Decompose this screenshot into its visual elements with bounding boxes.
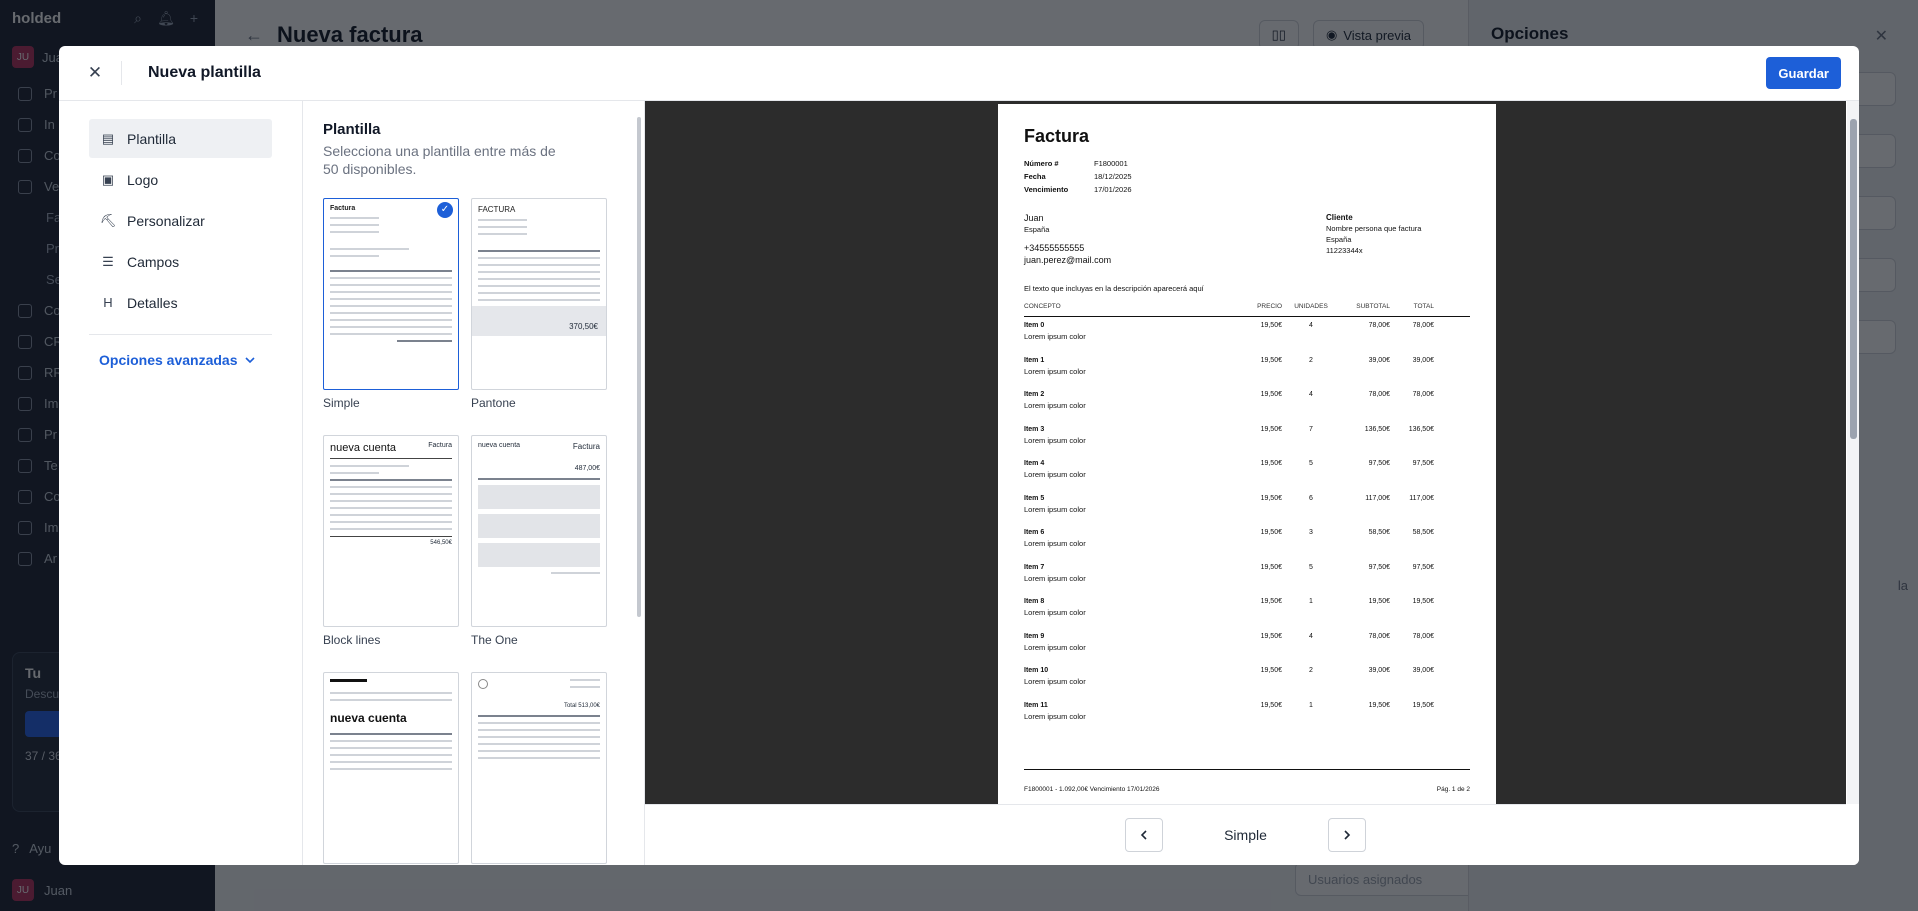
row-total: 58,50€ (1412, 529, 1434, 536)
templates-subtitle: Selecciona una plantilla entre más de 50 disponibles. (323, 143, 556, 177)
template-thumb (323, 435, 459, 627)
row-total: 39,00€ (1412, 356, 1434, 364)
close-icon[interactable]: ✕ (87, 63, 103, 82)
table-row (1024, 662, 1470, 697)
preview-scrollbar[interactable] (1847, 101, 1859, 804)
row-total: 97,50€ (1412, 460, 1434, 467)
item-name: Item 4 (1024, 460, 1045, 467)
row-total: 39,00€ (1412, 667, 1434, 674)
client-block (1326, 212, 1470, 266)
item-desc: Lorem ipsum color (1024, 608, 1086, 617)
item-name: Item 6 (1024, 529, 1045, 536)
thumb-total: 487,00€ (574, 465, 600, 472)
row-price: 19,50€ (1260, 322, 1282, 329)
item-desc: Lorem ipsum color (1024, 470, 1086, 479)
item-desc: Lorem ipsum color (1024, 366, 1086, 376)
template-card-pantone[interactable] (471, 198, 607, 435)
template-card-simple[interactable] (323, 198, 459, 435)
preview-pane (645, 101, 1859, 865)
row-subtotal: 78,00€ (1368, 322, 1390, 329)
sender-email: juan.perez@mail.com (1024, 255, 1112, 265)
row-subtotal: 117,00€ (1365, 494, 1390, 502)
template-name: Block lines (323, 633, 381, 647)
table-body (1024, 317, 1470, 731)
invoice-description: El texto que incluyas en la descripción aparecerá aquí (1024, 284, 1204, 293)
col-concept: CONCEPTO (1024, 303, 1061, 310)
row-total: 97,50€ (1412, 563, 1434, 571)
template-name: Pantone (471, 396, 516, 410)
table-row (1024, 593, 1470, 628)
row-units: 5 (1309, 563, 1313, 571)
row-concept (1024, 391, 1254, 421)
paint-roller-icon: ⛏ (99, 212, 117, 228)
image-icon: ▣ (101, 171, 115, 187)
item-desc: Lorem ipsum color (1024, 401, 1086, 410)
invoice-parties (1024, 212, 1470, 266)
item-name: Item 8 (1024, 598, 1045, 605)
nav-item-logo[interactable] (89, 160, 272, 199)
item-name: Item 0 (1024, 322, 1045, 329)
settings-nav (59, 101, 303, 865)
row-subtotal: 78,00€ (1368, 632, 1390, 640)
col-units: UNIDADES (1294, 303, 1328, 310)
row-subtotal: 39,00€ (1368, 356, 1390, 364)
row-concept (1024, 598, 1254, 628)
template-thumb (471, 672, 607, 864)
row-concept (1024, 495, 1254, 525)
client-country: España (1326, 235, 1352, 244)
row-price: 19,50€ (1260, 563, 1282, 571)
row-concept (1024, 702, 1254, 732)
logo-placeholder-icon (478, 679, 488, 689)
modal-body (59, 101, 1859, 865)
row-units: 4 (1309, 322, 1313, 329)
template-card-6[interactable] (471, 672, 607, 865)
footer-page: Pág. 1 de 2 (1436, 786, 1470, 793)
table-row (1024, 490, 1470, 525)
heading-icon: H (103, 295, 113, 310)
prev-template-button[interactable] (1125, 818, 1163, 852)
nav-item-label: Logo (127, 171, 159, 188)
table-row (1024, 559, 1470, 594)
thumb-title: Factura (330, 205, 356, 212)
row-total: 117,00€ (1409, 494, 1434, 502)
row-total: 78,00€ (1412, 391, 1434, 398)
row-subtotal: 39,00€ (1368, 667, 1390, 674)
row-units: 5 (1309, 460, 1313, 467)
meta-value: 18/12/2025 (1094, 172, 1132, 181)
row-concept (1024, 426, 1254, 456)
advanced-options-label: Opciones avanzadas (99, 352, 238, 368)
chevron-left-icon (1138, 829, 1150, 841)
template-modal (59, 46, 1859, 865)
thumb-total: 370,50€ (472, 306, 606, 336)
item-name: Item 2 (1024, 391, 1045, 398)
nav-item-label: Plantilla (127, 130, 177, 147)
template-thumb (323, 198, 459, 390)
document-icon: ▤ (101, 130, 115, 146)
template-name: Simple (323, 396, 360, 410)
row-concept (1024, 633, 1254, 663)
thumb-title: nueva cuenta (330, 711, 407, 725)
item-desc: Lorem ipsum color (1024, 573, 1086, 583)
item-name: Item 9 (1024, 632, 1045, 640)
row-price: 19,50€ (1260, 391, 1282, 398)
row-price: 19,50€ (1260, 425, 1282, 433)
row-total: 78,00€ (1412, 632, 1434, 640)
nav-divider (89, 334, 272, 335)
row-subtotal: 19,50€ (1368, 701, 1390, 709)
sender-name: Juan (1024, 213, 1044, 223)
row-units: 3 (1309, 529, 1313, 536)
meta-value: F1800001 (1094, 159, 1128, 168)
modal-header (59, 46, 1859, 101)
col-total: TOTAL (1413, 303, 1434, 310)
meta-key: Vencimiento (1024, 185, 1069, 194)
chevron-down-icon (244, 354, 256, 366)
invoice-footer (1024, 769, 1470, 793)
row-price: 19,50€ (1260, 529, 1282, 536)
client-heading: Cliente (1326, 213, 1353, 222)
client-id: 11223344x (1326, 246, 1363, 255)
thumb-total: Total 513,00€ (563, 703, 600, 709)
item-desc: Lorem ipsum color (1024, 332, 1086, 341)
nav-item-label: Personalizar (127, 212, 205, 229)
row-price: 19,50€ (1260, 632, 1282, 640)
sender-block (1024, 212, 1111, 266)
row-total: 136,50€ (1408, 425, 1434, 433)
table-row (1024, 421, 1470, 456)
row-units: 6 (1309, 494, 1313, 502)
row-price: 19,50€ (1260, 701, 1282, 709)
row-units: 2 (1309, 356, 1313, 364)
template-thumb (471, 198, 607, 390)
row-total: 19,50€ (1412, 701, 1434, 709)
row-units: 7 (1309, 425, 1313, 433)
current-template-label: Simple (1224, 827, 1267, 843)
row-subtotal: 58,50€ (1368, 529, 1390, 536)
row-concept (1024, 460, 1254, 490)
save-button[interactable]: Guardar (1766, 57, 1841, 89)
nav-item-personalizar[interactable] (89, 201, 272, 240)
gallery-scrollbar[interactable] (637, 117, 641, 617)
nav-item-label: Detalles (127, 294, 178, 311)
selected-check-icon: ✓ (437, 202, 453, 218)
row-subtotal: 97,50€ (1368, 563, 1390, 571)
modal-title: Nueva plantilla (148, 64, 261, 81)
item-desc: Lorem ipsum color (1024, 435, 1086, 445)
preview-scroll-thumb[interactable] (1850, 119, 1857, 439)
table-row (1024, 386, 1470, 421)
table-row (1024, 697, 1470, 732)
next-template-button[interactable] (1328, 818, 1366, 852)
item-name: Item 7 (1024, 563, 1045, 571)
row-units: 4 (1309, 632, 1313, 640)
row-concept (1024, 564, 1254, 594)
item-name: Item 5 (1024, 494, 1045, 502)
chevron-right-icon (1341, 829, 1353, 841)
table-header (1024, 303, 1470, 317)
sender-phone: +34555555555 (1024, 243, 1085, 253)
thumb-total: 546,50€ (330, 536, 452, 546)
row-price: 19,50€ (1260, 598, 1282, 605)
invoice-title: Factura (1024, 126, 1090, 146)
row-subtotal: 19,50€ (1368, 598, 1390, 605)
thumb-right-title: Factura (572, 442, 600, 451)
row-units: 2 (1309, 667, 1313, 674)
row-concept (1024, 667, 1254, 697)
table-row (1024, 352, 1470, 387)
thumb-title: nueva cuenta (330, 442, 397, 454)
template-grid (323, 198, 644, 865)
table-row (1024, 317, 1470, 352)
table-row (1024, 628, 1470, 663)
table-row (1024, 455, 1470, 490)
row-price: 19,50€ (1260, 356, 1282, 364)
row-total: 78,00€ (1412, 322, 1434, 329)
template-name: The One (471, 633, 518, 647)
list-icon: ☰ (102, 253, 114, 269)
footer-summary: F1800001 - 1.092,00€ Vencimiento 17/01/2026 (1024, 786, 1160, 793)
nav-item-campos[interactable] (89, 242, 272, 281)
item-desc: Lorem ipsum color (1024, 642, 1086, 652)
item-name: Item 1 (1024, 356, 1045, 364)
meta-key: Fecha (1024, 172, 1046, 181)
client-name: Nombre persona que factura (1326, 224, 1422, 233)
row-subtotal: 78,00€ (1368, 391, 1390, 398)
nav-item-plantilla[interactable] (89, 119, 272, 158)
templates-title: Plantilla (323, 121, 381, 138)
row-concept (1024, 357, 1254, 387)
thumb-right-title: Factura (428, 442, 452, 449)
advanced-options-link[interactable] (89, 345, 272, 375)
item-name: Item 3 (1024, 425, 1045, 433)
item-desc: Lorem ipsum color (1024, 677, 1086, 686)
invoice-meta (1024, 159, 1470, 194)
row-units: 1 (1309, 701, 1313, 709)
item-desc: Lorem ipsum color (1024, 539, 1086, 548)
table-row (1024, 524, 1470, 559)
row-subtotal: 136,50€ (1364, 425, 1390, 433)
template-thumb (471, 435, 607, 627)
row-price: 19,50€ (1260, 460, 1282, 467)
row-subtotal: 97,50€ (1368, 460, 1390, 467)
row-concept (1024, 529, 1254, 559)
row-total: 19,50€ (1412, 598, 1434, 605)
preview-canvas (645, 101, 1846, 804)
thumb-title: nueva cuenta (478, 442, 521, 449)
template-thumb (323, 672, 459, 864)
col-subtotal: SUBTOTAL (1356, 303, 1390, 310)
item-name: Item 10 (1024, 667, 1049, 674)
row-units: 4 (1309, 391, 1313, 398)
sender-country: España (1024, 225, 1050, 234)
meta-key: Número # (1024, 159, 1059, 168)
row-price: 19,50€ (1260, 494, 1282, 502)
nav-item-detalles[interactable] (89, 283, 272, 322)
preview-navigation (645, 804, 1846, 865)
meta-value: 17/01/2026 (1094, 185, 1132, 194)
nav-item-label: Campos (127, 253, 180, 270)
item-desc: Lorem ipsum color (1024, 504, 1086, 514)
row-units: 1 (1309, 598, 1313, 605)
template-card-5[interactable] (323, 672, 459, 865)
template-card-the-one[interactable] (471, 435, 607, 672)
row-concept (1024, 322, 1254, 352)
item-desc: Lorem ipsum color (1024, 711, 1086, 721)
invoice-page (998, 104, 1496, 804)
invoice-table (1024, 303, 1470, 731)
row-price: 19,50€ (1260, 667, 1282, 674)
item-name: Item 11 (1024, 701, 1048, 709)
settings-nav-list (89, 119, 272, 322)
header-divider (121, 61, 122, 85)
thumb-title: FACTURA (478, 205, 516, 214)
template-gallery (303, 101, 645, 865)
col-price: PRECIO (1257, 303, 1282, 310)
template-card-block-lines[interactable] (323, 435, 459, 672)
